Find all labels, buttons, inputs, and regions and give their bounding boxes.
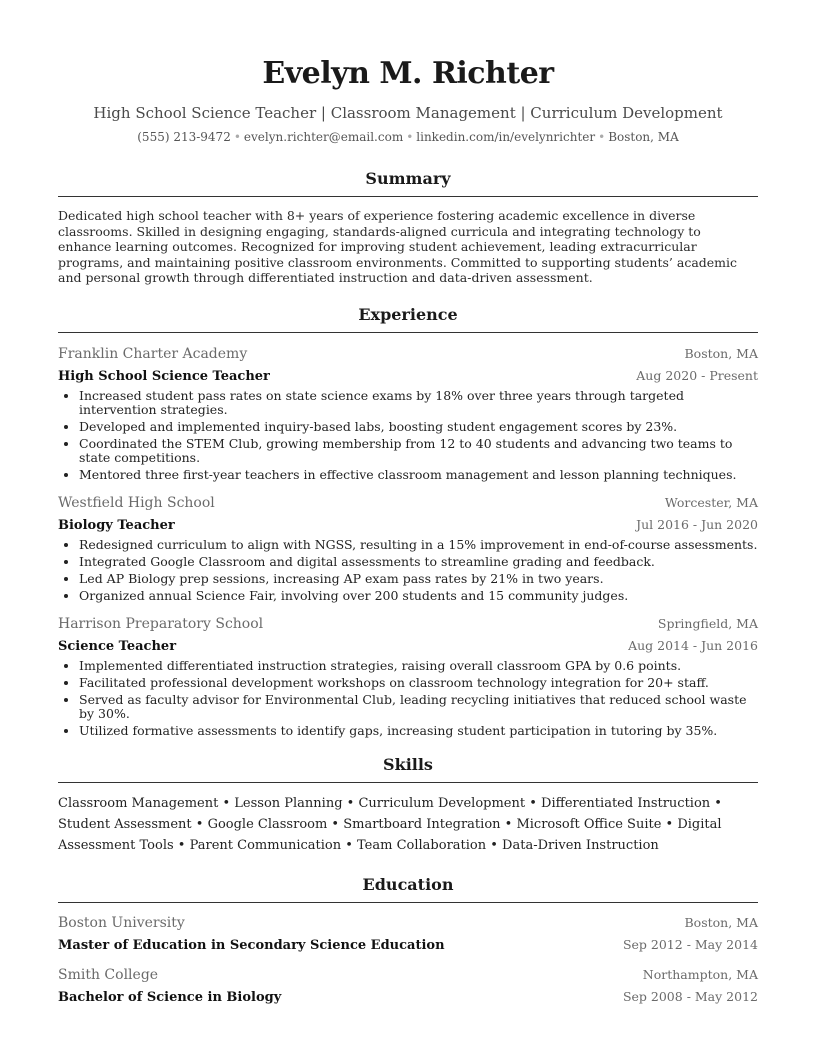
job-entry <box>58 615 758 738</box>
headline: High School Science Teacher | Classroom Management | Curriculum Development <box>93 104 723 122</box>
school-name: Boston University <box>58 914 185 931</box>
job-bullet: • Increased student pass rates on state science exams by 18% over three years through targeted intervention strategies. <box>79 389 758 417</box>
job-title: Biology Teacher <box>58 517 175 533</box>
skills-heading: Skills <box>58 754 758 783</box>
summary-text: Dedicated high school teacher with 8+ years of experience fostering academic excellence in diverse classrooms. Skilled in designing engaging, standards-aligned curricula and integrating technology to enhance learning outcomes. Recognized for improving student achievement, leading extracurricular programs, and maintaining positive classroom environments. Committed to supporting students’ academic and personal growth through differentiated instruction and data-driven assessment. <box>58 208 738 285</box>
contact-location: Boston, MA <box>608 130 679 144</box>
degree-dates: Sep 2012 - May 2014 <box>622 936 758 952</box>
job-dates: Aug 2020 - Present <box>636 367 758 383</box>
job-entry <box>58 494 758 603</box>
education-heading: Education <box>58 874 758 903</box>
degree-dates: Sep 2008 - May 2012 <box>622 988 758 1004</box>
experience-section <box>58 304 758 738</box>
education-entry <box>58 966 758 1007</box>
contact-phone: (555) 213-9472 <box>137 130 231 144</box>
job-title: High School Science Teacher <box>58 368 270 384</box>
contact-line <box>58 129 758 145</box>
job-bullet: • Led AP Biology prep sessions, increasing AP exam pass rates by 21% in two years. <box>79 572 758 586</box>
job-bullet: • Developed and implemented inquiry-based labs, boosting student engagement scores by 23%. <box>79 420 758 434</box>
job-bullets <box>58 389 758 482</box>
degree-name: Master of Education in Secondary Science Education <box>58 937 445 953</box>
job-title: Science Teacher <box>58 638 177 654</box>
contact-separator: • <box>233 130 241 144</box>
job-bullet: • Mentored three first-year teachers in effective classroom management and lesson planning techniques. <box>79 468 758 482</box>
contact-separator: • <box>406 130 414 144</box>
contact-linkedin[interactable]: linkedin.com/in/evelynrichter <box>416 130 596 144</box>
employer-name: Westfield High School <box>58 494 215 511</box>
education-section <box>58 874 758 1007</box>
job-bullet: • Integrated Google Classroom and digital assessments to streamline grading and feedback. <box>79 555 758 569</box>
job-dates: Aug 2014 - Jun 2016 <box>628 637 758 653</box>
school-name: Smith College <box>58 966 159 983</box>
candidate-name: Evelyn M. Richter <box>262 56 554 91</box>
job-bullet: • Coordinated the STEM Club, growing membership from 12 to 40 students and advancing two teams to state competitions. <box>79 437 758 465</box>
contact-email[interactable]: evelyn.richter@email.com <box>243 130 404 144</box>
job-bullet: • Utilized formative assessments to identify gaps, increasing student participation in tutoring by 35%. <box>79 724 758 738</box>
job-bullets <box>58 659 758 738</box>
job-location: Springfield, MA <box>657 615 758 631</box>
employer-name: Franklin Charter Academy <box>58 345 248 362</box>
job-bullets <box>58 538 758 603</box>
job-entry <box>58 345 758 482</box>
education-entry <box>58 914 758 955</box>
skills-section <box>58 754 758 856</box>
degree-name: Bachelor of Science in Biology <box>58 989 282 1005</box>
summary-heading: Summary <box>58 168 758 197</box>
experience-heading: Experience <box>58 304 758 333</box>
job-bullet: • Facilitated professional development workshops on classroom technology integration for 20+ staff. <box>79 676 758 690</box>
school-location: Boston, MA <box>684 914 758 930</box>
job-bullet: • Served as faculty advisor for Environmental Club, leading recycling initiatives that reduced school waste by 30%. <box>79 693 758 721</box>
employer-name: Harrison Preparatory School <box>58 615 264 632</box>
job-location: Worcester, MA <box>664 494 758 510</box>
school-location: Northampton, MA <box>642 966 758 982</box>
job-bullet: • Redesigned curriculum to align with NGSS, resulting in a 15% improvement in end-of-course assessments. <box>79 538 758 552</box>
job-dates: Jul 2016 - Jun 2020 <box>636 516 758 532</box>
job-location: Boston, MA <box>684 345 758 361</box>
summary-section <box>58 168 758 286</box>
skills-list: Classroom Management • Lesson Planning • Curriculum Development • Differentiated Instruction • Student Assessment • Google Classroom • Smartboard Integration • Microsoft Office Suite • Digital Assessment Tools • Parent Communication • Team Collaboration • Data-Driven Instruction <box>58 795 722 853</box>
contact-separator: • <box>598 130 606 144</box>
job-bullet: • Organized annual Science Fair, involving over 200 students and 15 community judges. <box>79 589 758 603</box>
job-bullet: • Implemented differentiated instruction strategies, raising overall classroom GPA by 0.6 points. <box>79 659 758 673</box>
